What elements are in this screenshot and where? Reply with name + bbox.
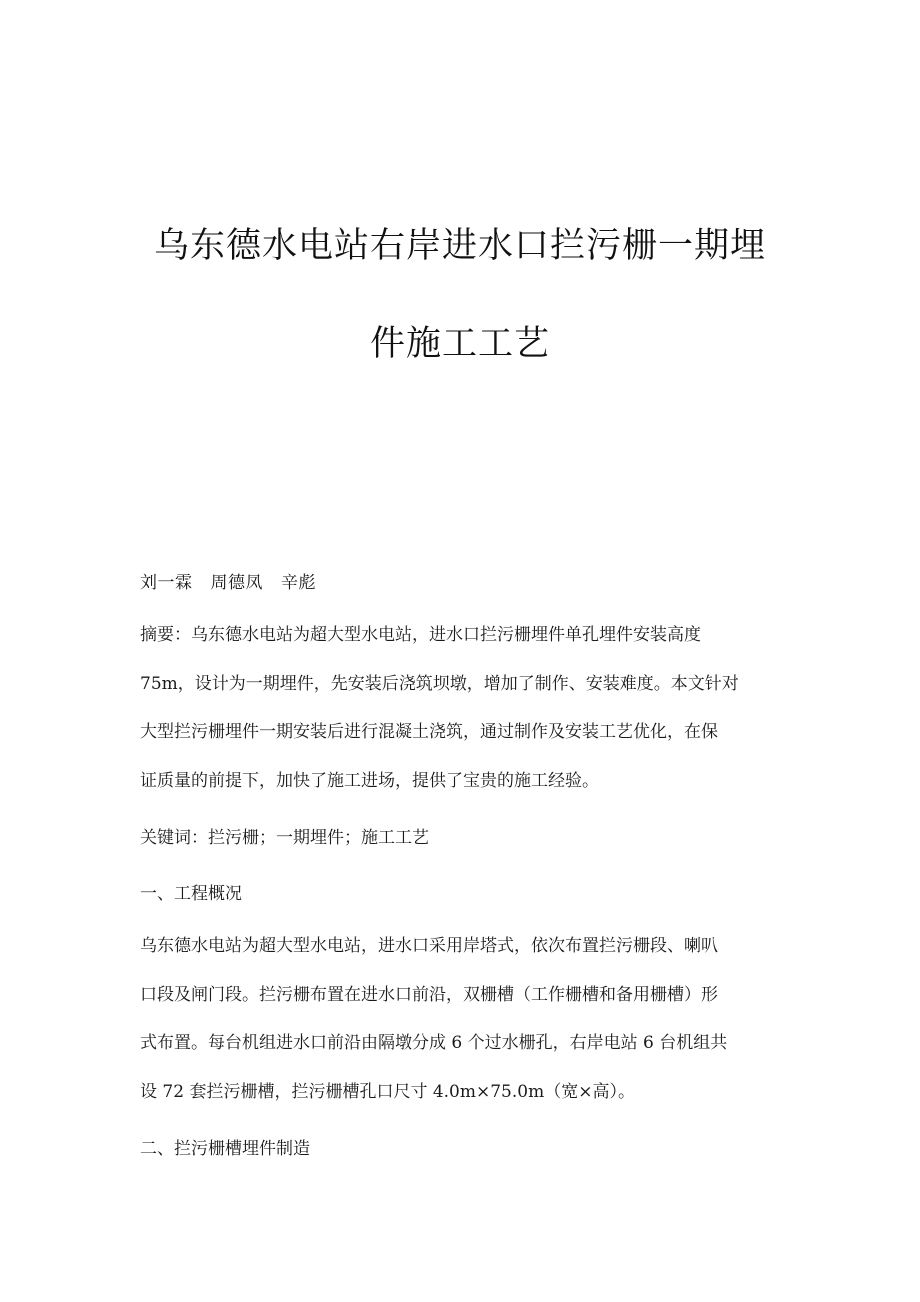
abstract-line: 大型拦污栅埋件一期安装后进行混凝土浇筑，通过制作及安装工艺优化，在保 (140, 722, 718, 742)
abstract-line: 摘要：乌东德水电站为超大型水电站，进水口拦污栅埋件单孔埋件安装高度 (140, 625, 701, 645)
abstract-paragraph (140, 611, 780, 805)
document-title-line-1: 乌东德水电站右岸进水口拦污栅一期埋 (153, 226, 766, 266)
abstract-line: 证质量的前提下，加快了施工进场，提供了宝贵的施工经验。 (140, 770, 599, 791)
document-title-line-2: 件施工工艺 (369, 324, 550, 364)
author-name: 辛彪 (281, 573, 316, 593)
author-name: 刘一霖 (140, 573, 193, 593)
author-list (140, 568, 780, 593)
overview-line: 乌东德水电站为超大型水电站，进水口采用岸塔式，依次布置拦污栅段、喇叭 (140, 936, 718, 956)
section-heading-manufacturing: 二、拦污栅槽埋件制造 (140, 1139, 310, 1159)
overview-paragraph (140, 922, 780, 1116)
author-name: 周德凤 (210, 573, 263, 593)
overview-line: 口段及闸门段。拦污栅布置在进水口前沿，双栅槽（工作栅槽和备用栅槽）形 (140, 984, 718, 1005)
keywords-line: 关键词：拦污栅；一期埋件；施工工艺 (140, 828, 429, 848)
abstract-line: 75m，设计为一期埋件，先安装后浇筑坝墩，增加了制作、安装难度。本文针对 (140, 673, 739, 694)
overview-line: 式布置。每台机组进水口前沿由隔墩分成 6 个过水栅孔，右岸电站 6 台机组共 (140, 1033, 728, 1053)
section-heading-overview: 一、工程概况 (140, 884, 242, 904)
overview-line: 设 72 套拦污栅槽，拦污栅槽孔口尺寸 4.0m×75.0m（宽×高）。 (140, 1081, 635, 1102)
